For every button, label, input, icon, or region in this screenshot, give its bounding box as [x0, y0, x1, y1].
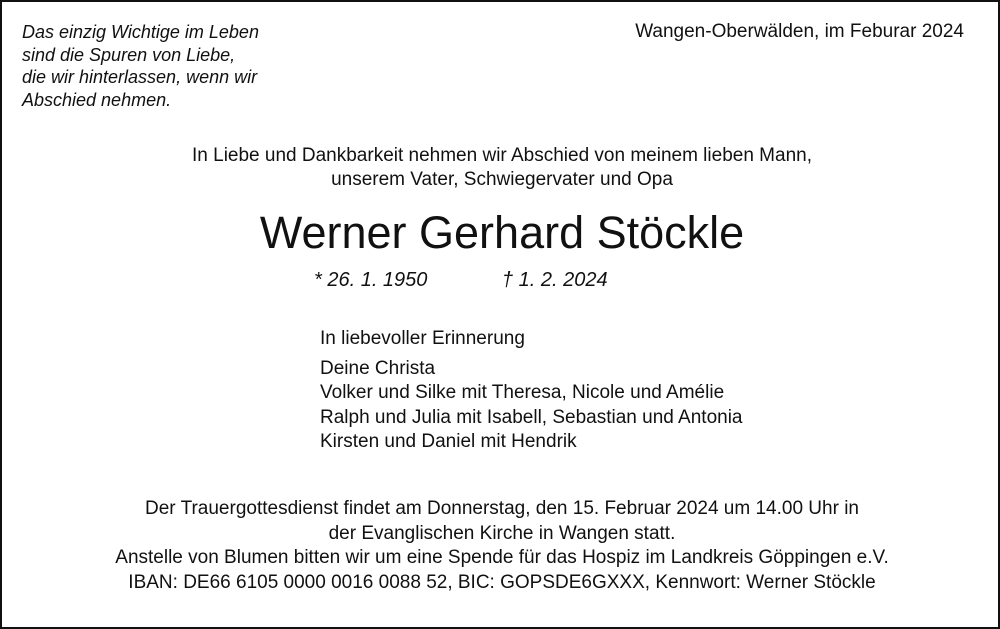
intro-line: unserem Vater, Schwiegervater und Opa [331, 169, 673, 190]
service-line: Der Trauergottesdienst findet am Donnerstag, den 15. Februar 2024 um 14.00 Uhr in [145, 498, 859, 519]
family-signatures [320, 327, 743, 455]
family-member: Volker und Silke mit Theresa, Nicole und Amélie [320, 382, 725, 403]
service-info [2, 497, 1000, 595]
memorial-quote [22, 21, 259, 111]
intro-line: In Liebe und Dankbarkeit nehmen wir Abschied von meinem lieben Mann, [192, 145, 812, 166]
birth-date: * 26. 1. 1950 [314, 269, 428, 291]
family-member: Kirsten und Daniel mit Hendrik [320, 431, 577, 452]
family-member: Ralph und Julia mit Isabell, Sebastian und Antonia [320, 406, 743, 428]
quote-line: sind die Spuren von Liebe, [22, 44, 236, 65]
death-date: † 1. 2. 2024 [502, 269, 608, 291]
donation-line: Anstelle von Blumen bitten wir um eine Spende für das Hospiz im Landkreis Göppingen e.V. [115, 547, 889, 568]
service-line: der Evanglischen Kirche in Wangen statt. [328, 522, 676, 544]
place-and-date: Wangen-Oberwälden, im Feburar 2024 [635, 21, 964, 42]
intro-text [2, 144, 1000, 192]
quote-line: Abschied nehmen. [22, 89, 172, 110]
family-heading: In liebevoller Erinnerung [320, 328, 525, 349]
quote-line: die wir hinterlassen, wenn wir [22, 67, 258, 87]
quote-line: Das einzig Wichtige im Leben [22, 22, 259, 42]
bank-details-line: IBAN: DE66 6105 0000 0016 0088 52, BIC: GOPSDE6GXXX, Kennwort: Werner Stöckle [128, 571, 876, 593]
family-member: Deine Christa [320, 357, 436, 379]
deceased-name: Werner Gerhard Stöckle [259, 207, 745, 258]
